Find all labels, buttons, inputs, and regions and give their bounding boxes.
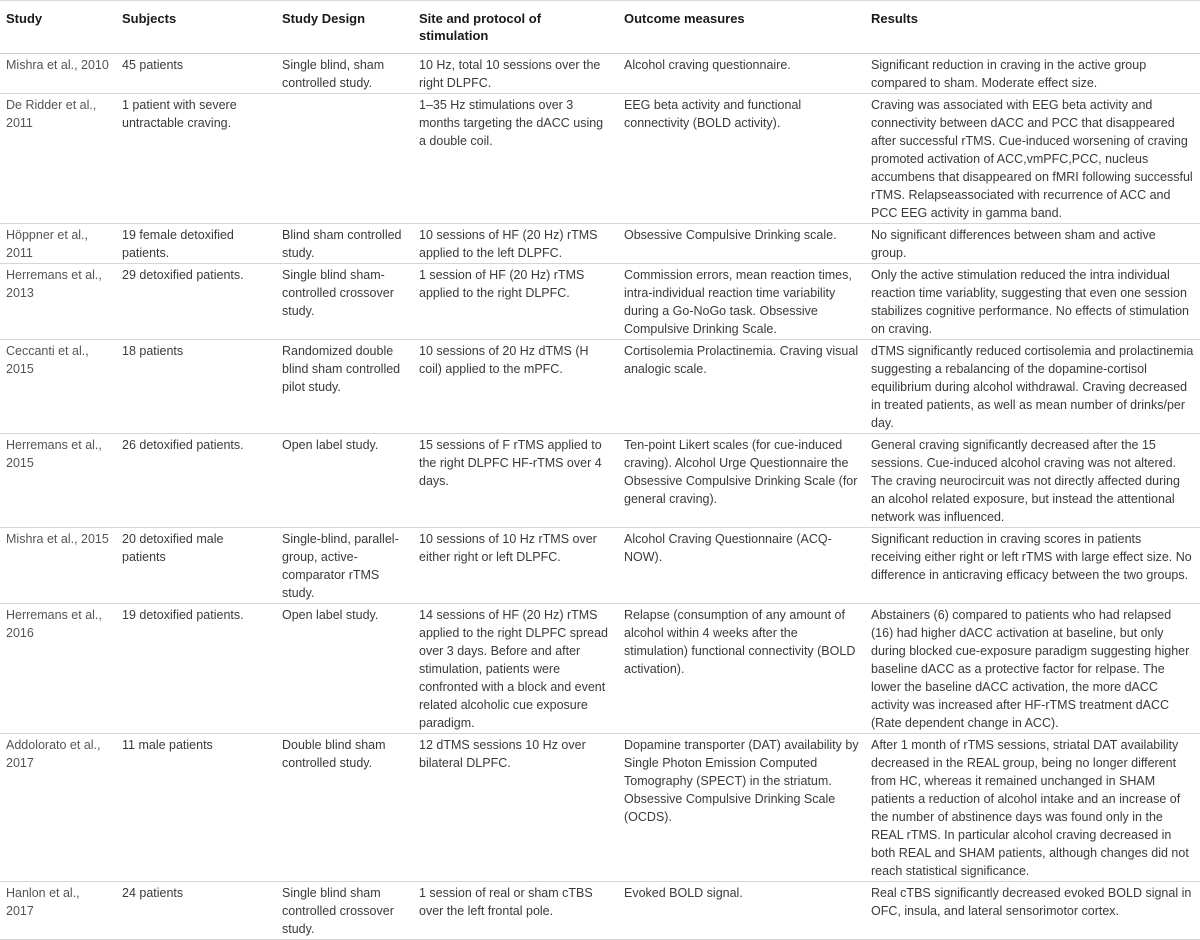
study-design-cell: Single blind sham-controlled crossover study. <box>276 264 413 340</box>
outcome-cell: Relapse (consumption of any amount of alcohol within 4 weeks after the stimulation) functional connectivity (BOLD activation). <box>618 604 865 734</box>
study-design-cell: Single blind, sham controlled study. <box>276 54 413 94</box>
study-cell: Hanlon et al., 2017 <box>0 882 116 940</box>
subjects-cell: 20 detoxified male patients <box>116 528 276 604</box>
table-body <box>0 54 1200 940</box>
protocol-cell: 10 sessions of 10 Hz rTMS over either right or left DLPFC. <box>413 528 618 604</box>
outcome-cell: Commission errors, mean reaction times, intra-individual reaction time variability during a Go-NoGo task. Obsessive Compulsive Drinking Scale. <box>618 264 865 340</box>
header-results: Results <box>865 1 1200 54</box>
study-cell: Herremans et al., 2015 <box>0 434 116 528</box>
table-row <box>0 340 1200 434</box>
study-cell: Mishra et al., 2015 <box>0 528 116 604</box>
study-cell: Ceccanti et al., 2015 <box>0 340 116 434</box>
table-row <box>0 264 1200 340</box>
table-row <box>0 224 1200 264</box>
results-cell: Only the active stimulation reduced the intra individual reaction time variablity, suggesting that even one session stabilizes cognitive performance. No effects of stimulation on craving. <box>865 264 1200 340</box>
outcome-cell: Evoked BOLD signal. <box>618 882 865 940</box>
table-row <box>0 734 1200 882</box>
table-row <box>0 54 1200 94</box>
results-cell: After 1 month of rTMS sessions, striatal DAT availability decreased in the REAL group, being no longer different from HC, whereas it remained unchanged in SHAM patients a reduction of alcohol intake and an increase of the number of abstinence days was found only in the REAL rTMS. In particular alcohol craving decreased in both REAL and SHAM patients, although changes did not reach statistical significance. <box>865 734 1200 882</box>
header-row <box>0 1 1200 54</box>
header-outcome-measures: Outcome measures <box>618 1 865 54</box>
outcome-cell: EEG beta activity and functional connectivity (BOLD activity). <box>618 94 865 224</box>
subjects-cell: 1 patient with severe untractable craving. <box>116 94 276 224</box>
study-design-cell: Open label study. <box>276 604 413 734</box>
header-site-protocol: Site and protocol of stimulation <box>413 1 618 54</box>
protocol-cell: 15 sessions of F rTMS applied to the right DLPFC HF-rTMS over 4 days. <box>413 434 618 528</box>
results-cell: Abstainers (6) compared to patients who had relapsed (16) had higher dACC activation at baseline, but only during blocked cue-exposure paradigm suggesting higher baseline dACC as a protective factor for relpase. The lower the baseline dACC activation, the more dACC activity was increased after HF-rTMS treatment dACC (Rate dependent change in ACC). <box>865 604 1200 734</box>
results-cell: No significant differences between sham and active group. <box>865 224 1200 264</box>
results-cell: General craving significantly decreased after the 15 sessions. Cue-induced alcohol craving was not altered. The craving neurocircuit was not directly affected during an alcohol related exposure, but instead the attentional network was influenced. <box>865 434 1200 528</box>
study-design-cell <box>276 94 413 224</box>
subjects-cell: 45 patients <box>116 54 276 94</box>
subjects-cell: 26 detoxified patients. <box>116 434 276 528</box>
protocol-cell: 1 session of HF (20 Hz) rTMS applied to the right DLPFC. <box>413 264 618 340</box>
outcome-cell: Cortisolemia Prolactinemia. Craving visual analogic scale. <box>618 340 865 434</box>
header-study: Study <box>0 1 116 54</box>
study-cell: Mishra et al., 2010 <box>0 54 116 94</box>
subjects-cell: 18 patients <box>116 340 276 434</box>
results-cell: dTMS significantly reduced cortisolemia and prolactinemia suggesting a rebalancing of the dopamine-cortisol equilibrium during alcohol withdrawal. Craving decreased in treated patients, as well as mean number of drinks/per day. <box>865 340 1200 434</box>
table-row <box>0 94 1200 224</box>
subjects-cell: 11 male patients <box>116 734 276 882</box>
protocol-cell: 10 Hz, total 10 sessions over the right DLPFC. <box>413 54 618 94</box>
subjects-cell: 19 detoxified patients. <box>116 604 276 734</box>
results-cell: Real cTBS significantly decreased evoked BOLD signal in OFC, insula, and lateral sensorimotor cortex. <box>865 882 1200 940</box>
outcome-cell: Obsessive Compulsive Drinking scale. <box>618 224 865 264</box>
outcome-cell: Alcohol Craving Questionnaire (ACQ-NOW). <box>618 528 865 604</box>
table-row <box>0 528 1200 604</box>
protocol-cell: 1–35 Hz stimulations over 3 months targeting the dACC using a double coil. <box>413 94 618 224</box>
protocol-cell: 14 sessions of HF (20 Hz) rTMS applied to the right DLPFC spread over 3 days. Before and after stimulation, patients were confronted with a block and event related alcoholic cue exposure paradigm. <box>413 604 618 734</box>
results-cell: Craving was associated with EEG beta activity and connectivity between dACC and PCC that disappeared after successful rTMS. Cue-induced worsening of craving promoted activation of ACC,vmPFC,PCC, nucleus accumbens that disappeared on fMRI following successful rTMS. Relapseassociated with recurrence of ACC and PCC EEG activity in gamma band. <box>865 94 1200 224</box>
table-row <box>0 434 1200 528</box>
study-cell: De Ridder et al., 2011 <box>0 94 116 224</box>
table-row <box>0 882 1200 940</box>
study-design-cell: Double blind sham controlled study. <box>276 734 413 882</box>
study-cell: Höppner et al., 2011 <box>0 224 116 264</box>
study-design-cell: Single-blind, parallel-group, active-comparator rTMS study. <box>276 528 413 604</box>
header-subjects: Subjects <box>116 1 276 54</box>
study-design-cell: Open label study. <box>276 434 413 528</box>
subjects-cell: 19 female detoxified patients. <box>116 224 276 264</box>
study-cell: Herremans et al., 2013 <box>0 264 116 340</box>
study-design-cell: Blind sham controlled study. <box>276 224 413 264</box>
table-header <box>0 1 1200 54</box>
study-design-cell: Randomized double blind sham controlled pilot study. <box>276 340 413 434</box>
subjects-cell: 29 detoxified patients. <box>116 264 276 340</box>
study-cell: Addolorato et al., 2017 <box>0 734 116 882</box>
protocol-cell: 1 session of real or sham cTBS over the left frontal pole. <box>413 882 618 940</box>
outcome-cell: Dopamine transporter (DAT) availability by Single Photon Emission Computed Tomography (SPECT) in the striatum. Obsessive Compulsive Drinking Scale (OCDS). <box>618 734 865 882</box>
outcome-cell: Alcohol craving questionnaire. <box>618 54 865 94</box>
outcome-cell: Ten-point Likert scales (for cue-induced craving). Alcohol Urge Questionnaire the Obsessive Compulsive Drinking Scale (for general craving). <box>618 434 865 528</box>
header-study-design: Study Design <box>276 1 413 54</box>
protocol-cell: 10 sessions of HF (20 Hz) rTMS applied to the left DLPFC. <box>413 224 618 264</box>
results-cell: Significant reduction in craving in the active group compared to sham. Moderate effect size. <box>865 54 1200 94</box>
results-cell: Significant reduction in craving scores in patients receiving either right or left rTMS with large effect size. No difference in anticraving efficacy between the two groups. <box>865 528 1200 604</box>
study-cell: Herremans et al., 2016 <box>0 604 116 734</box>
subjects-cell: 24 patients <box>116 882 276 940</box>
protocol-cell: 12 dTMS sessions 10 Hz over bilateral DLPFC. <box>413 734 618 882</box>
table-row <box>0 604 1200 734</box>
study-design-cell: Single blind sham controlled crossover study. <box>276 882 413 940</box>
protocol-cell: 10 sessions of 20 Hz dTMS (H coil) applied to the mPFC. <box>413 340 618 434</box>
